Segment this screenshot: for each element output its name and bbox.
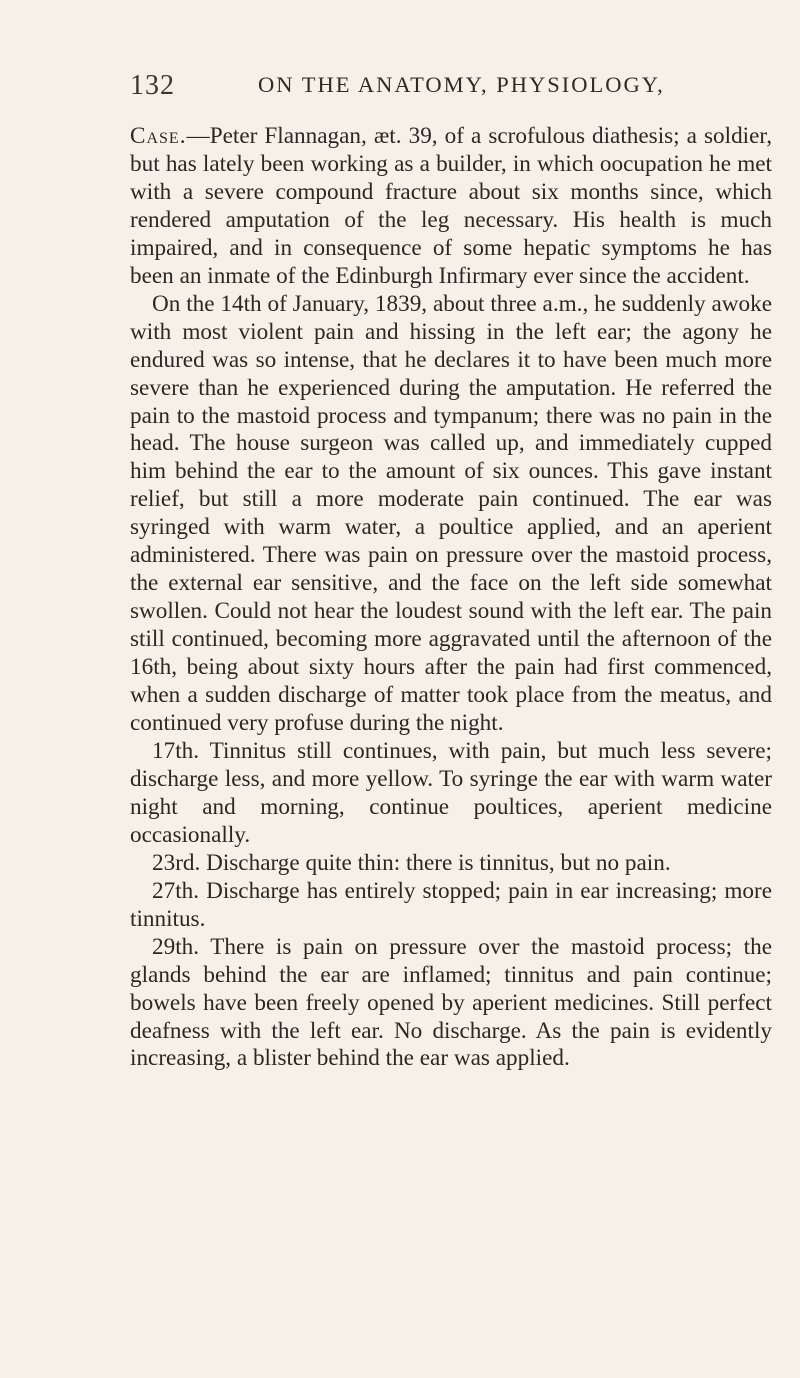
running-title: ON THE ANATOMY, PHYSIOLOGY, [258,72,665,97]
paragraph-27th: 27th. Discharge has entirely stopped; pain in ear increasing; more tinnitus. [130,877,772,932]
running-head [130,70,770,110]
paragraph-23rd: 23rd. Discharge quite thin: there is tinnitus, but no pain. [152,849,671,876]
paragraph-january-14: On the 14th of January, 1839, about three a.m., he suddenly awoke with most violent pain and hissing in the left ear; the agony he endured was so intense, that he declares it to have been much more severe than he experienced during the amputation. He referred the pain to the mastoid process and tympanum; there was no pain in the head. The house surgeon was called up, and immediately cupped him behind the ear to the amount of six ounces. This gave instant relief, but still a more moderate pain continued. The ear was syringed with warm water, a poultice applied, and an aperient administered. There was pain on pressure over the mastoid process, the external ear sensitive, and the face on the left side somewhat swollen. Could not hear the loudest sound with the left ear. The pain still continued, becoming more aggravated until the afternoon of the 16th, being about sixty hours after the pain had first commenced, when a sudden discharge of matter took place from the meatus, and continued very profuse during the night. [130,290,772,737]
body-text [130,123,772,1073]
paragraph-17th: 17th. Tinnitus still continues, with pain, but much less severe; discharge less, and more yellow. To syringe the ear with warm water night and morning, continue poultices, aperient medicine occasionally. [130,737,772,848]
case-label: Case. [130,123,187,149]
paragraph-29th: 29th. There is pain on pressure over the mastoid process; the glands behind the ear are inflamed; tinnitus and pain continue; bowels have been freely opened by aperient medicines. Still perfect deafness with the left ear. No discharge. As the pain is evidently increasing, a blister behind the ear was applied. [130,933,772,1072]
case-intro-text: —Peter Flannagan, æt. 39, of a scrofulous diathesis; a soldier, but has lately been working as a builder, in which oocupation he met with a severe compound fracture about six months since, which rendered amputation of the leg necessary. His health is much impaired, and in consequence of some hepatic symptoms he has been an inmate of the Edinburgh Infirmary ever since the accident. [130,123,772,289]
page-number: 132 [130,70,175,101]
paragraph-case-intro [130,123,772,291]
